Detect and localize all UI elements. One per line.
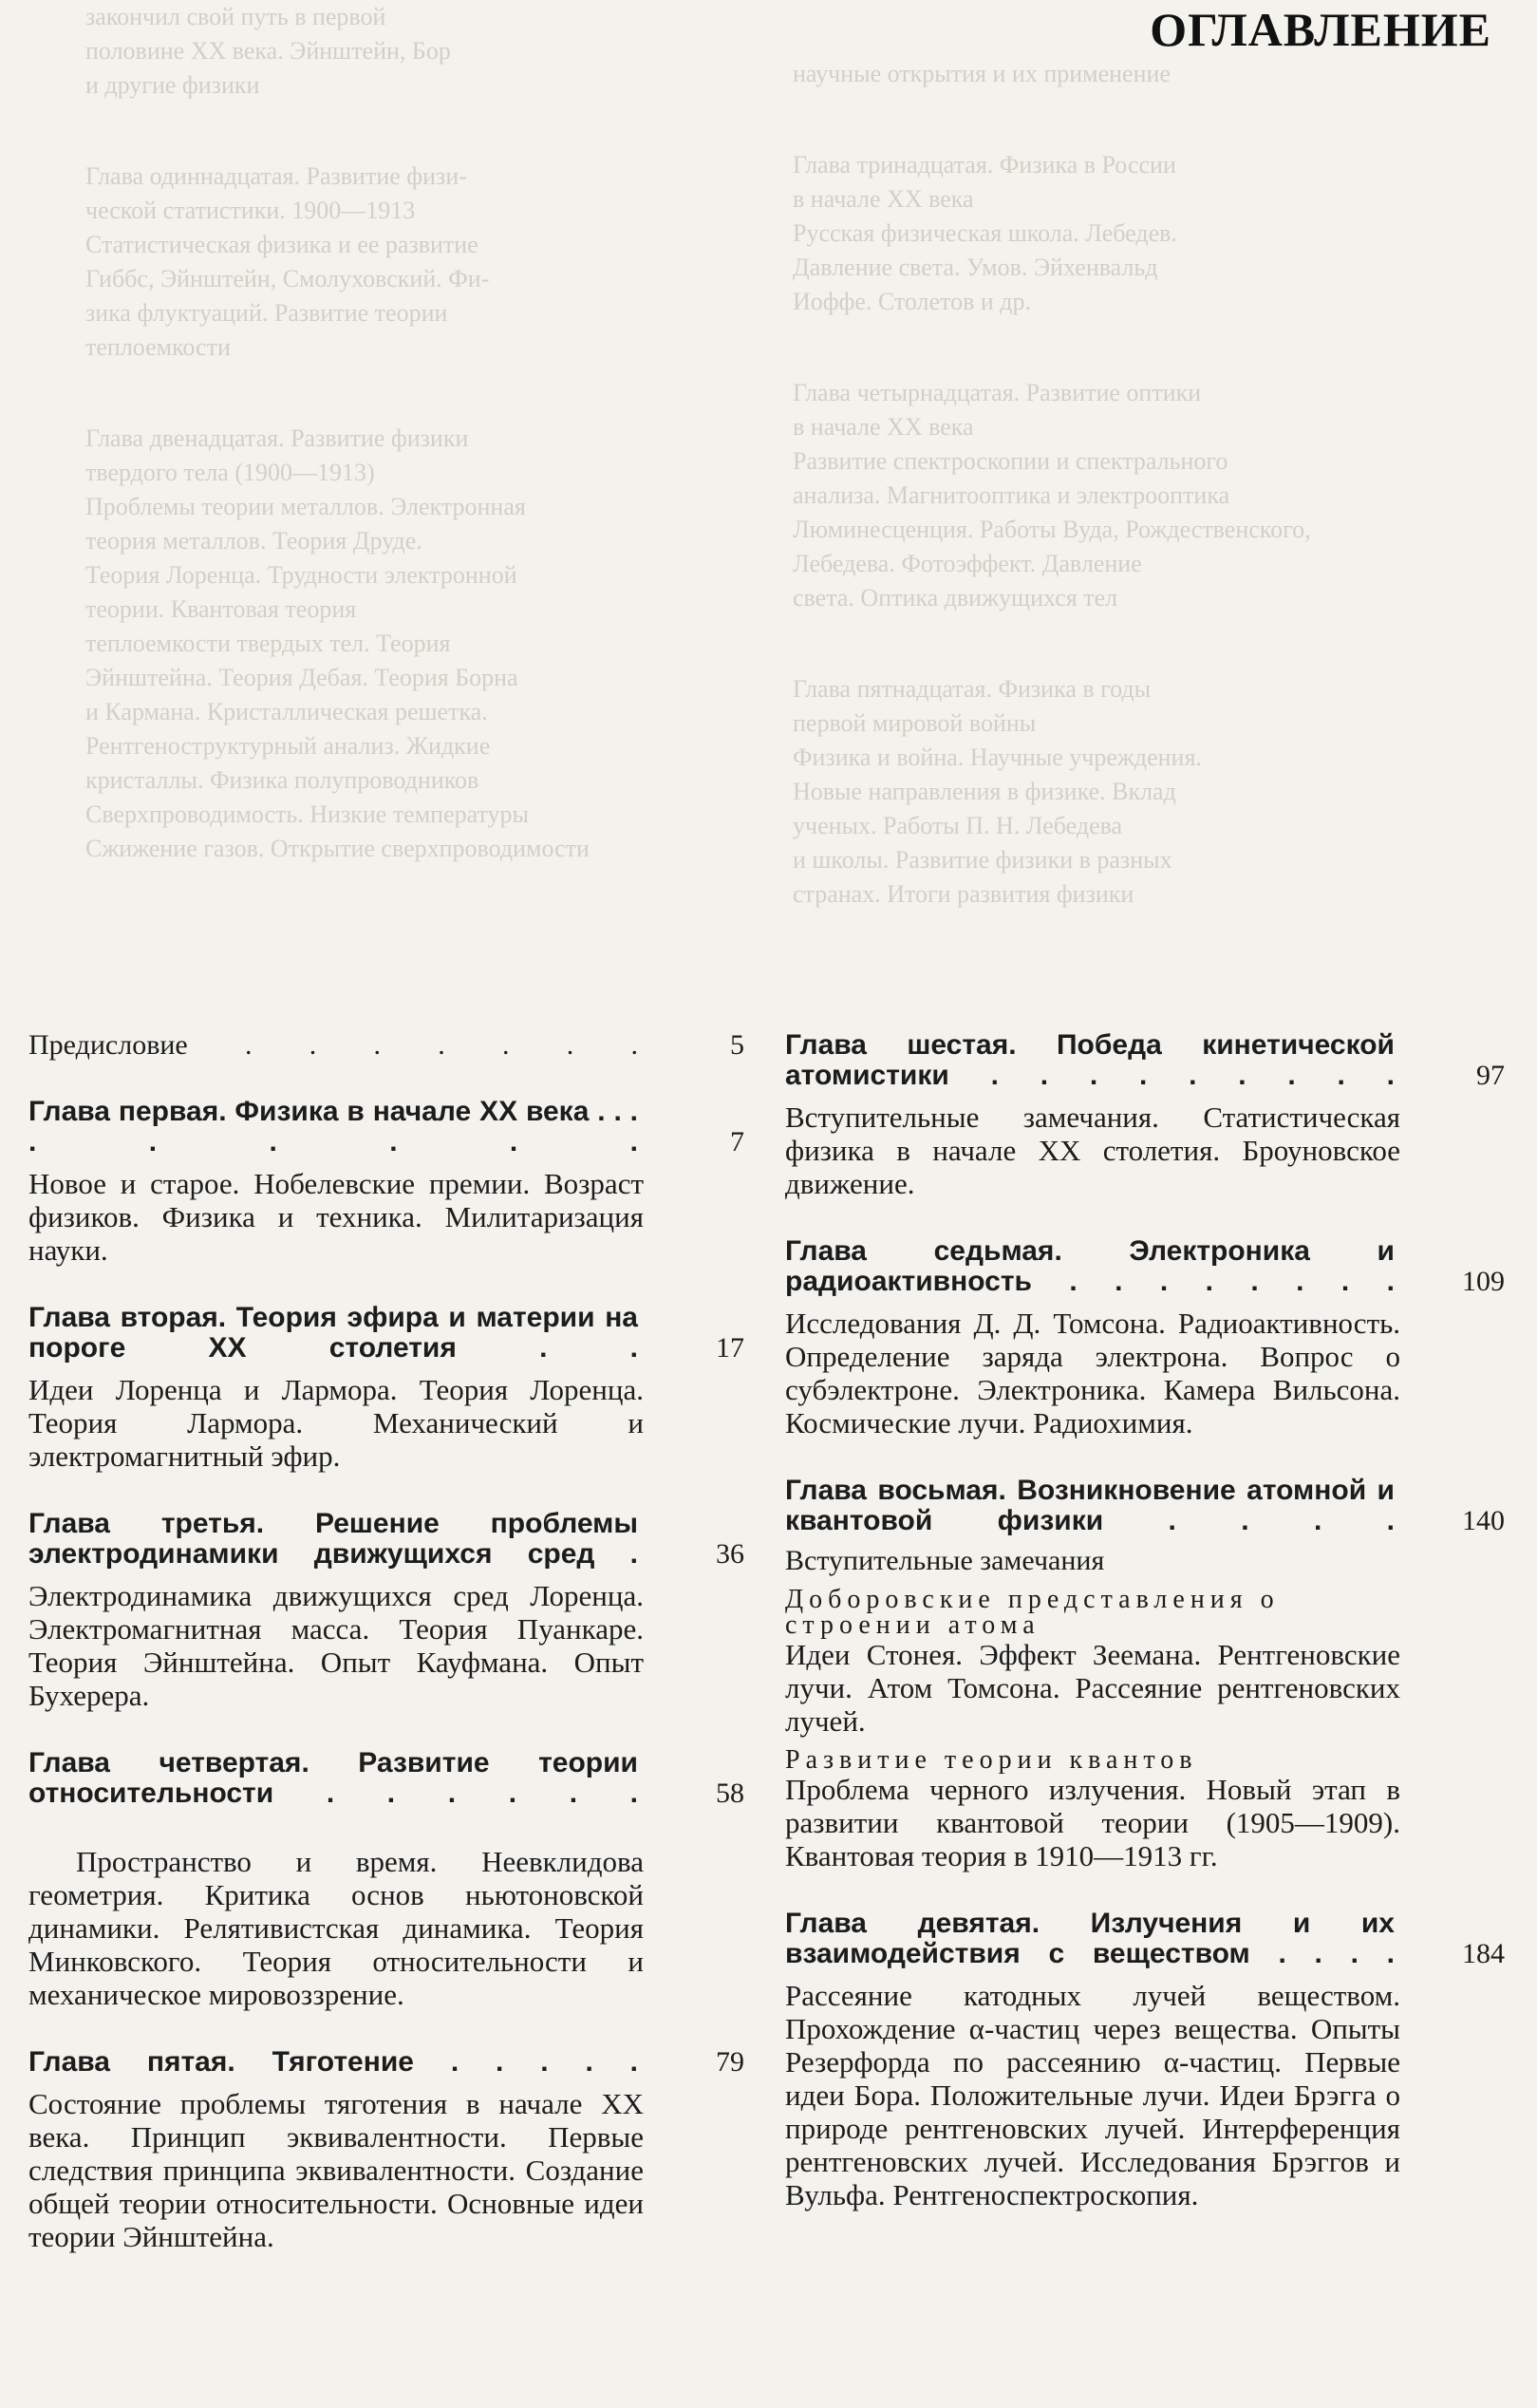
entry-description: Электродинамика движущихся сред Лоренца. Электромагнитная масса. Теория Пуанкаре. Теория Эйнштейна. Опыт Кауфмана. Опыт Бухерера. [28, 1579, 644, 1712]
entry-description: Рассеяние катодных лучей веществом. Прохождение α-частиц через вещества. Опыты Резерфорда по рассеянию α-частиц. Первые идеи Бора. Положительные лучи. Идеи Брэгга о природе рентгеновских лучей. Интерференция рентгеновских лучей. Исследования Брэггов и Вульфа. Рентгеноспектроскопия. [785, 1979, 1400, 2211]
bleed-line: анализа. Магнитооптика и электрооптика [793, 481, 1230, 509]
bleed-through-left [85, 0, 778, 1035]
entry-intro: Вступительные замечания [785, 1545, 1105, 1576]
toc-entry-chapter-9 [785, 1909, 1510, 2211]
entry-title: Глава вторая. Теория эфира и материи на пороге XX столетия . . [28, 1302, 638, 1364]
bleed-line: кристаллы. Физика полупроводников [85, 766, 479, 794]
bleed-line: Сверхпроводимость. Низкие температуры [85, 800, 529, 828]
bleed-line: теплоемкости твердых тел. Теория [85, 630, 451, 657]
entry-title: Глава девятая. Излучения и их взаимодействия с веществом . . . . [785, 1908, 1396, 1969]
bleed-line: Давление света. Умов. Эйхенвальд [793, 254, 1158, 281]
bleed-line: Эйнштейна. Теория Дебая. Теория Борна [85, 664, 518, 691]
bleed-line: Физика и война. Научные учреждения. [793, 743, 1202, 771]
bleed-line: и школы. Развитие физики в разных [793, 846, 1172, 874]
toc-entry-chapter-2 [28, 1303, 750, 1473]
subsection-description: Проблема черного излучения. Новый этап в развитии квантовой теории (1905—1909). Квантовая теория в 1910—1913 гг. [785, 1773, 1400, 1872]
bleed-line: света. Оптика движущихся тел [793, 584, 1118, 611]
bleed-line: ческой статистики. 1900—1913 [85, 197, 416, 224]
bleed-line: ученых. Работы П. Н. Лебедева [793, 812, 1123, 839]
bleed-line: в начале XX века [793, 185, 974, 213]
bleed-line: теория металлов. Теория Друде. [85, 527, 422, 555]
subsection-heading: Доборовские представления о строении атома [785, 1585, 1280, 1640]
bleed-line: половине XX века. Эйнштейн, Бор [85, 37, 451, 65]
bleed-line: Иоффе. Столетов и др. [793, 288, 1031, 315]
bleed-line: Сжижение газов. Открытие сверхпроводимости [85, 835, 590, 862]
entry-page-number: 7 [730, 1126, 744, 1157]
bleed-line: и другие физики [85, 71, 260, 99]
bleed-through-right [793, 0, 1514, 1035]
bleed-line: Глава одиннадцатая. Развитие физи- [85, 162, 467, 190]
bleed-line: Новые направления в физике. Вклад [793, 778, 1176, 805]
bleed-line: Глава двенадцатая. Развитие физики [85, 424, 469, 452]
entry-title: Глава первая. Физика в начале XX века . . . . . . . . . [28, 1096, 638, 1157]
page-heading: ОГЛАВЛЕНИЕ [1150, 3, 1491, 56]
entry-title: Предисловие . . . . . . . [28, 1029, 639, 1061]
bleed-gap [793, 319, 1514, 376]
toc-entry-chapter-4 [28, 1748, 750, 2011]
bleed-line: теплоемкости [85, 333, 231, 361]
bleed-line: в начале XX века [793, 413, 974, 441]
bleed-line: Русская физическая школа. Лебедев. [793, 219, 1177, 247]
entry-page-number: 17 [716, 1332, 744, 1364]
entry-page-number: 97 [1476, 1060, 1505, 1091]
entry-page-number: 5 [730, 1029, 744, 1061]
entry-page-number: 109 [1462, 1266, 1505, 1297]
toc-entry-chapter-5 [28, 2047, 750, 2253]
subsection-heading: Развитие теории квантов [785, 1745, 1198, 1775]
entry-page-number: 79 [716, 2046, 744, 2078]
bleed-gap [793, 91, 1514, 148]
bleed-line: зика флуктуаций. Развитие теории [85, 299, 448, 327]
toc-entry-chapter-6 [785, 1030, 1510, 1200]
entry-description: Состояние проблемы тяготения в начале XX века. Принцип эквивалентности. Первые следствия принципа эквивалентности. Создание общей теории относительности. Основные идеи теории Эйнштейна. [28, 2087, 644, 2253]
toc-entry-chapter-8 [785, 1476, 1510, 1872]
entry-title: Глава восьмая. Возникновение атомной и квантовой физики . . . . [785, 1475, 1395, 1536]
bleed-line: Глава четырнадцатая. Развитие оптики [793, 379, 1202, 406]
entry-page-number: 140 [1462, 1505, 1505, 1536]
entry-description: Пространство и время. Неевклидова геометрия. Критика основ ньютоновской динамики. Релятивистская динамика. Теория Минковского. Теория относительности и механическое мировоззрение. [28, 1845, 644, 2011]
entry-description: Исследования Д. Д. Томсона. Радиоактивность. Определение заряда электрона. Вопрос о субэлектроне. Электроника. Камера Вильсона. Космические лучи. Радиохимия. [785, 1307, 1400, 1439]
toc-column-left [28, 1030, 750, 2289]
bleed-gap [85, 365, 778, 422]
entry-title: Глава шестая. Победа кинетической атомистики . . . . . . . . . [785, 1029, 1395, 1091]
bleed-line: и Кармана. Кристаллическая решетка. [85, 698, 488, 725]
entry-description: Идеи Лоренца и Лармора. Теория Лоренца. Теория Лармора. Механический и электромагнитный эфир. [28, 1373, 644, 1473]
entry-description: Новое и старое. Нобелевские премии. Возраст физиков. Физика и техника. Милитаризация науки. [28, 1167, 644, 1267]
bleed-line: Глава тринадцатая. Физика в России [793, 151, 1176, 179]
bleed-line: закончил свой путь в первой [85, 3, 386, 30]
bleed-line: Статистическая физика и ее развитие [85, 231, 478, 258]
entry-description: Вступительные замечания. Статистическая физика в начале XX столетия. Броуновское движение. [785, 1101, 1400, 1200]
toc-entry-chapter-1 [28, 1097, 750, 1267]
toc-entry-chapter-3 [28, 1509, 750, 1712]
bleed-line: первой мировой войны [793, 709, 1037, 737]
entry-page-number: 58 [716, 1778, 744, 1809]
bleed-line: теории. Квантовая теория [85, 595, 357, 623]
bleed-gap [793, 615, 1514, 672]
bleed-line: Рентгеноструктурный анализ. Жидкие [85, 732, 491, 760]
bleed-line: Люминесценция. Работы Вуда, Рождественского, [793, 516, 1311, 543]
entry-title: Глава третья. Решение проблемы электродинамики движущихся сред . [28, 1508, 638, 1570]
bleed-line: Проблемы теории металлов. Электронная [85, 493, 526, 520]
bleed-line: Лебедева. Фотоэффект. Давление [793, 550, 1142, 577]
entry-title: Глава седьмая. Электроника и радиоактивность . . . . . . . . [785, 1235, 1395, 1297]
entry-page-number: 184 [1462, 1938, 1505, 1969]
subsection-description: Идеи Стонея. Эффект Зеемана. Рентгеновские лучи. Атом Томсона. Рассеяние рентгеновских лучей. [785, 1638, 1400, 1738]
bleed-line: Теория Лоренца. Трудности электронной [85, 561, 517, 589]
bleed-line: Гиббс, Эйнштейн, Смолуховский. Фи- [85, 265, 490, 292]
entry-title: Глава пятая. Тяготение . . . . . [28, 2046, 639, 2078]
toc-column-right [785, 1030, 1510, 2248]
bleed-line: твердого тела (1900—1913) [85, 459, 375, 486]
entry-page-number: 36 [716, 1538, 744, 1570]
bleed-line: Развитие спектроскопии и спектрального [793, 447, 1228, 475]
toc-entry-preface [28, 1030, 750, 1061]
bleed-line: Глава пятнадцатая. Физика в годы [793, 675, 1152, 703]
toc-entry-chapter-7 [785, 1236, 1510, 1439]
entry-title: Глава четвертая. Развитие теории относительности . . . . . . [28, 1747, 638, 1809]
bleed-gap [85, 103, 778, 160]
bleed-line: научные открытия и их применение [793, 60, 1171, 87]
bleed-line: странах. Итоги развития физики [793, 880, 1134, 908]
